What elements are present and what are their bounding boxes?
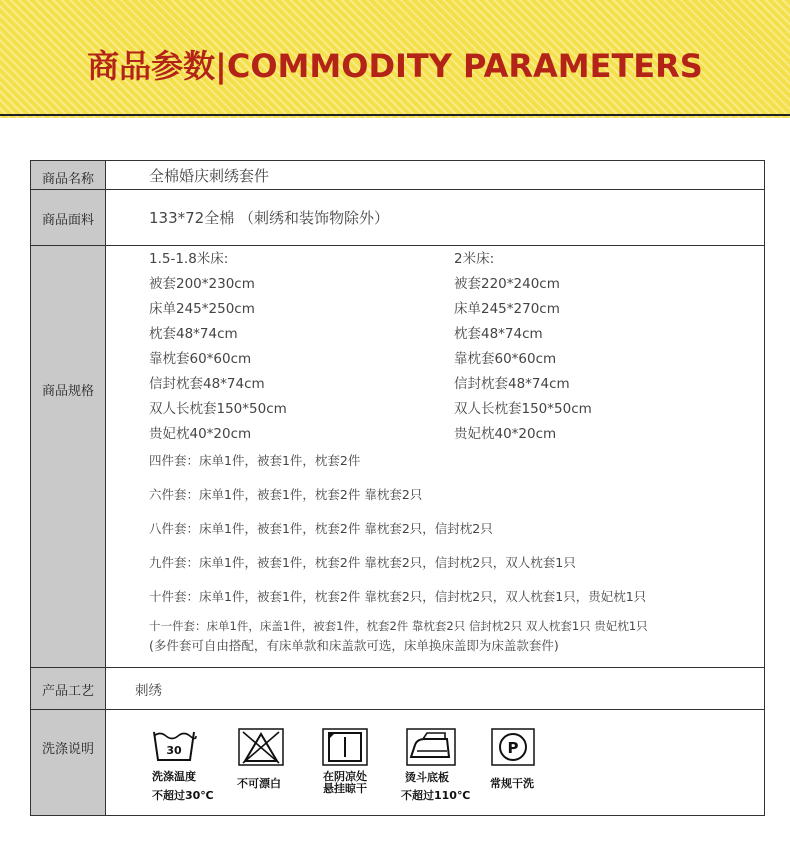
wash-30-icon: [151, 728, 197, 764]
spec-right-line: 双人长枕套150*50cm: [454, 401, 592, 417]
parameter-table: [30, 160, 765, 816]
set-description: 八件套：床单1件，被套1件，枕套2件 靠枕套2只，信封枕2只: [149, 521, 493, 536]
row-divider: [31, 709, 764, 710]
column-divider: [105, 161, 106, 815]
label-wash: 洗涤说明: [41, 742, 94, 757]
set-description: 十一件套：床单1件，床盖1件，被套1件，枕套2件 靠枕套2只 信封枕2只 双人枕套1只 贵妃枕1只: [149, 619, 648, 633]
spec-left-line: 贵妃枕40*20cm: [149, 426, 252, 442]
spec-right-line: 床单245*270cm: [454, 301, 560, 317]
page-title: 商品参数|COMMODITY PARAMETERS: [87, 47, 703, 85]
wash-caption: 洗涤温度: [152, 770, 196, 783]
set-description: 六件套：床单1件，被套1件，枕套2件 靠枕套2只: [149, 487, 423, 502]
spec-right-line: 贵妃枕40*20cm: [454, 426, 557, 442]
label-spec: 商品规格: [41, 384, 94, 399]
wash-caption: 不超过30℃: [152, 789, 214, 802]
dry-clean-p-icon: [490, 727, 536, 767]
set-description: 十件套：床单1件，被套1件，枕套2件 靠枕套2只，信封枕2只，双人枕套1只，贵妃枕1只: [149, 589, 647, 604]
spec-left-line: 床单245*250cm: [149, 301, 255, 317]
label-fabric: 商品面料: [41, 213, 94, 228]
dry-clean-caption: 常规干洗: [490, 777, 534, 790]
row-divider: [31, 189, 764, 190]
no-bleach-caption: 不可漂白: [237, 777, 281, 790]
set-description: 四件套：床单1件，被套1件，枕套2件: [149, 453, 361, 468]
label-product-name: 商品名称: [41, 172, 94, 187]
spec-left-line: 1.5-1.8米床:: [149, 251, 229, 267]
dry-clean-letter: P: [507, 739, 519, 757]
spec-right-line: 信封枕套48*74cm: [454, 376, 570, 392]
craft-value: 刺绣: [135, 683, 162, 699]
shade-dry-caption: 在阴凉处: [323, 770, 367, 783]
label-column: [31, 161, 105, 815]
label-craft: 产品工艺: [41, 684, 94, 699]
no-bleach-icon: [237, 727, 285, 767]
spec-right-line: 被套220*240cm: [454, 276, 560, 292]
spec-left-line: 枕套48*74cm: [149, 326, 238, 342]
row-divider: [31, 667, 764, 668]
shade-dry-icon: [321, 727, 369, 767]
iron-caption: 烫斗底板: [405, 771, 449, 784]
set-description: 九件套：床单1件，被套1件，枕套2件 靠枕套2只，信封枕2只，双人枕套1只: [149, 555, 576, 570]
product-name-value: 全棉婚庆刺绣套件: [149, 167, 270, 185]
spec-left-line: 被套200*230cm: [149, 276, 255, 292]
spec-right-line: 2米床:: [454, 251, 495, 267]
banner-divider: [0, 114, 790, 116]
header-banner: [0, 0, 790, 118]
spec-left-line: 双人长枕套150*50cm: [149, 401, 287, 417]
shade-dry-caption: 悬挂晾干: [323, 782, 367, 795]
spec-left-line: 靠枕套60*60cm: [149, 351, 252, 367]
set-note: (多件套可自由搭配，有床单款和床盖款可选，床单换床盖即为床盖款套件): [149, 638, 559, 653]
spec-right-line: 靠枕套60*60cm: [454, 351, 557, 367]
fabric-value: 133*72全棉 （刺绣和装饰物除外）: [149, 209, 389, 227]
iron-icon: [405, 727, 457, 767]
wash-temp-number: 30: [166, 744, 182, 757]
row-divider: [31, 245, 764, 246]
spec-left-line: 信封枕套48*74cm: [149, 376, 265, 392]
iron-caption: 不超过110℃: [401, 789, 471, 802]
spec-right-line: 枕套48*74cm: [454, 326, 543, 342]
